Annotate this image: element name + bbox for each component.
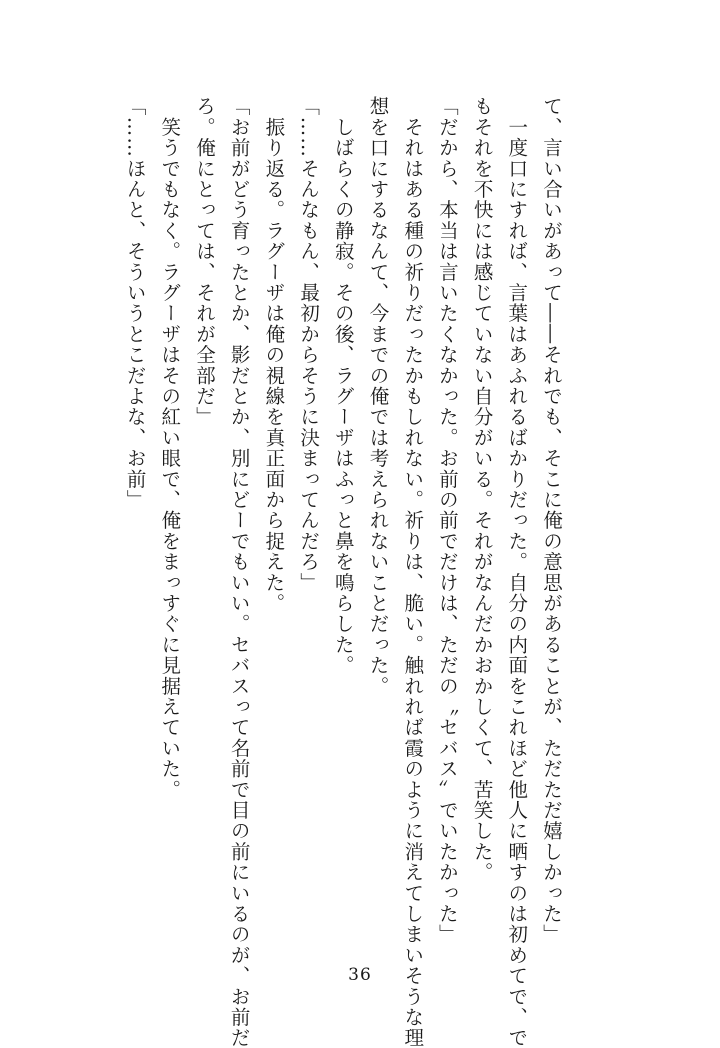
text-line: 振り返る。ラグーザは俺の視線を真正面から捉えた。 — [262, 96, 286, 614]
text-line: 「お前がどう育ったとか、影だとか、別にどーでもいい。セバスって名前で目の前にいるのが、お前だ — [227, 96, 251, 1048]
text-line: て、言い合いがあって――それでも、そこに俺の意思があることが、ただただ嬉しかった」 — [540, 96, 563, 945]
text-line: しばらくの静寂。その後、ラグーザはふっと鼻を鳴らした。 — [331, 96, 355, 676]
text-line: 「……ほんと、そういうとこだよな、お前」 — [123, 96, 147, 510]
page-number: 36 — [348, 965, 372, 985]
text-line: 想を口にするなんて、今までの俺では考えられないことだった。 — [366, 96, 390, 697]
text-line: 一度口にすれば、言葉はあふれるばかりだった。自分の内面をこれほど他人に晒すのは初めてで、で — [505, 96, 529, 1048]
text-line: それはある種の祈りだったかもしれない。祈りは、脆い。触れれば霞のように消えてしまいそうな理 — [401, 96, 425, 1048]
text-line: 「だから、本当は言いたくなかった。お前の前でだけは、ただの〝セバス〟でいたかった」 — [435, 96, 459, 945]
text-line: 笑うでもなく。ラグーザはその紅い眼で、俺をまっすぐに見据えていた。 — [158, 96, 182, 800]
text-line: 「……そんなもん、最初からそうに決まってんだろ」 — [297, 96, 321, 593]
text-line: もそれを不快には感じていない自分がいる。それがなんだかおかしくて、苦笑した。 — [470, 96, 494, 883]
text-line: ろ。俺にとっては、それが全部だ」 — [192, 96, 216, 428]
